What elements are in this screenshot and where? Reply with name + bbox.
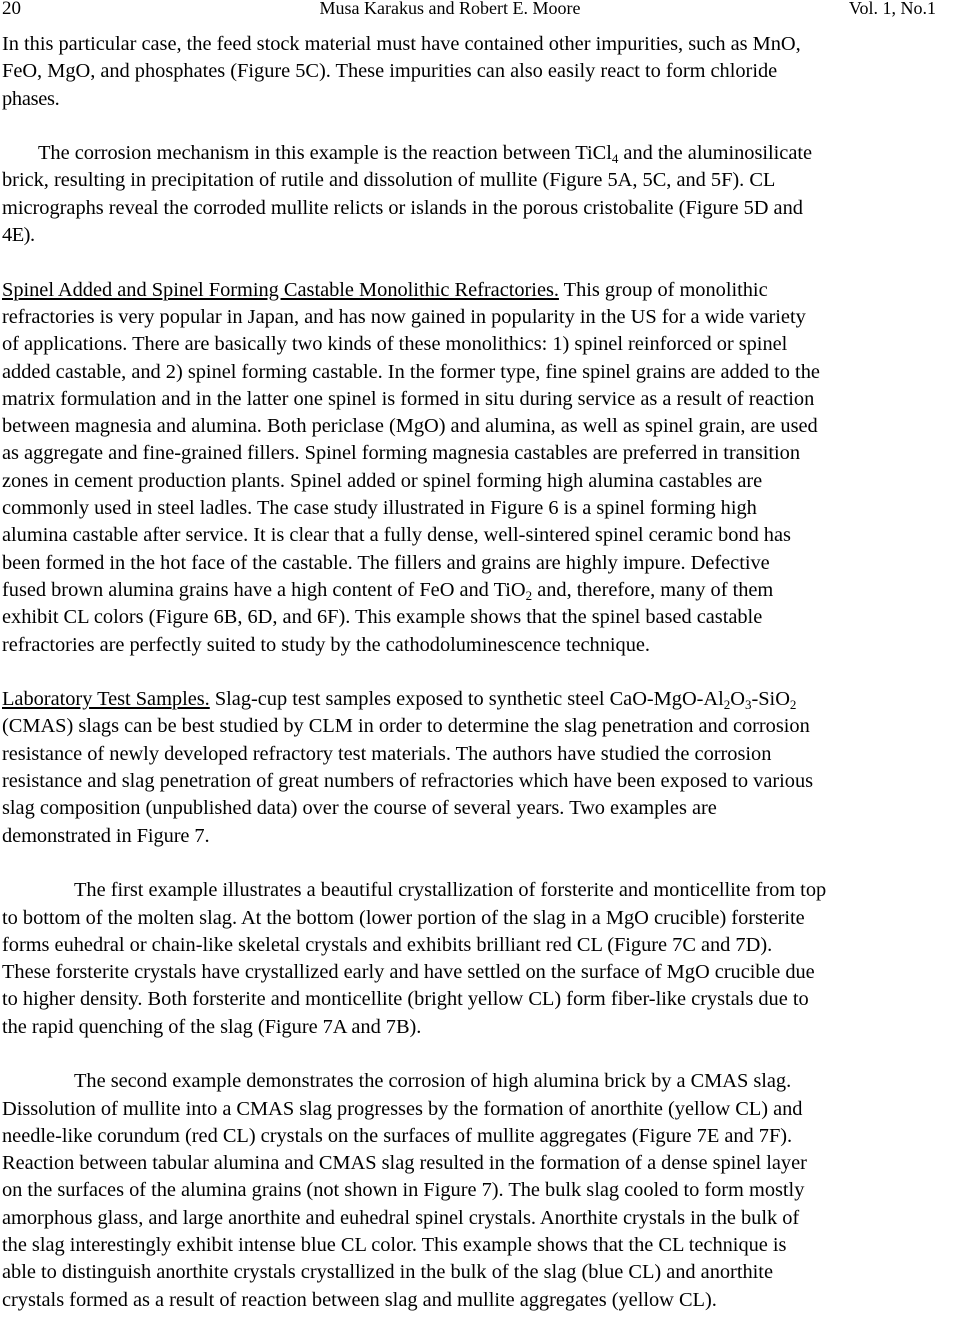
text-line: to higher density. Both forsterite and monticellite (bright yellow CL) form fiber-like crystals due to <box>2 988 809 1011</box>
paragraph-first-example <box>2 877 970 1041</box>
text-line: The corrosion mechanism in this example is the reaction between TiCl$_4$ and the aluminosilicate <box>38 142 813 167</box>
volume-label: Vol. 1, No.1 <box>848 0 936 18</box>
text-line: In this particular case, the feed stock material must have contained other impurities, such as MnO, <box>2 33 801 55</box>
text-line: been formed in the hot face of the castable. The fillers and grains are highly impure. Defective <box>2 551 770 574</box>
section-heading-laboratory: Laboratory Test Samples. <box>2 688 210 711</box>
text-line: Reaction between tabular alumina and CMAS slag resulted in the formation of a dense spinel layer <box>2 1152 807 1175</box>
text-line: slag composition (unpublished data) over the course of several years. Two examples are <box>2 797 717 820</box>
text-line: added castable, and 2) spinel forming castable. In the former type, fine spinel grains are added to the <box>2 360 820 383</box>
text-line: (CMAS) slags can be best studied by CLM in order to determine the slag penetration and corrosion <box>2 715 810 738</box>
text-line: refractories is very popular in Japan, and has now gained in popularity in the US for a wide variety <box>2 305 806 328</box>
article-body <box>2 31 970 1314</box>
text-line: commonly used in steel ladles. The case study illustrated in Figure 6 is a spinel forming high <box>2 497 757 520</box>
page-header <box>0 0 971 22</box>
text-line: between magnesia and alumina. Both periclase (MgO) and alumina, as well as spinel grain, are used <box>2 415 818 438</box>
text-line: Laboratory Test Samples. Slag-cup test samples exposed to synthetic steel CaO-$MgO-Al_2O_3-SiO_2$ <box>2 688 797 713</box>
text-line: FeO, MgO, and phosphates (Figure 5C). These impurities can also easily react to form chloride <box>2 60 778 83</box>
text-line: amorphous glass, and large anorthite and euhedral spinel crystals. Anorthite crystals in the bulk of <box>2 1206 800 1229</box>
text-line: brick, resulting in precipitation of rutile and dissolution of mullite (Figure 5A, 5C, and 5F). CL <box>2 169 776 192</box>
text-line: on the surfaces of the alumina grains (not shown in Figure 7). The bulk slag cooled to form mostly <box>2 1179 805 1202</box>
text-line: phases. <box>2 87 60 110</box>
paragraph-corrosion-mechanism <box>2 140 970 249</box>
running-title-authors: Musa Karakus and Robert E. Moore <box>319 0 581 18</box>
text-line: able to distinguish anorthite crystals crystallized in the bulk of the slag (blue CL) and anorthite <box>2 1261 773 1284</box>
paragraph-impurities <box>2 31 970 113</box>
text-line: to bottom of the molten slag. At the bottom (lower portion of the slag in a MgO crucible) forsterite <box>2 906 805 929</box>
text-line: alumina castable after service. It is clear that a fully dense, well-sintered spinel ceramic bond has <box>2 524 791 547</box>
paragraph-second-example <box>2 1068 970 1314</box>
paragraph-laboratory-samples <box>2 686 970 850</box>
text-line: The first example illustrates a beautiful crystallization of forsterite and monticellite from top <box>74 879 827 902</box>
text-line: of applications. There are basically two kinds of these monolithics: 1) spinel reinforced or spinel <box>2 333 788 356</box>
text-line: forms euhedral or chain-like skeletal crystals and exhibits brilliant red CL (Figure 7C and 7D). <box>2 933 773 956</box>
text-line: as aggregate and fine-grained fillers. Spinel forming magnesia castables are preferred in transition <box>2 442 801 465</box>
text-line: matrix formulation and in the latter one spinel is formed in situ during service as a result of reaction <box>2 387 815 410</box>
text-line: the slag interestingly exhibit intense blue CL color. This example shows that the CL technique is <box>2 1234 787 1257</box>
text-line: resistance of newly developed refractory test materials. The authors have studied the corrosion <box>2 742 772 765</box>
text-line: These forsterite crystals have crystallized early and have settled on the surface of MgO crucible due <box>2 961 815 984</box>
text-line: demonstrated in Figure 7. <box>2 824 210 847</box>
text-line: resistance and slag penetration of great numbers of refractories which have been exposed to various <box>2 770 814 793</box>
text-line: Dissolution of mullite into a CMAS slag progresses by the formation of anorthite (yellow CL) and <box>2 1097 803 1120</box>
text-line: 4E). <box>2 224 35 247</box>
text-line: micrographs reveal the corroded mullite relicts or islands in the porous cristobalite (Figure 5D and <box>2 196 803 219</box>
text-line: Spinel Added and Spinel Forming Castable Monolithic Refractories. This group of monolithic <box>2 278 768 301</box>
text-line: needle-like corundum (red CL) crystals on the surfaces of mullite aggregates (Figure 7E and 7F). <box>2 1124 793 1147</box>
paragraph-spinel-castables <box>2 277 970 659</box>
text-line: The second example demonstrates the corrosion of high alumina brick by a CMAS slag. <box>74 1070 792 1093</box>
text-line: exhibit CL colors (Figure 6B, 6D, and 6F). This example shows that the spinel based castable <box>2 606 763 629</box>
text-line: fused brown alumina grains have a high content of FeO and TiO$_2$ and, therefore, many of them <box>2 578 774 603</box>
text-line: zones in cement production plants. Spinel added or spinel forming high alumina castables are <box>2 469 763 492</box>
page-number: 20 <box>2 0 21 19</box>
text-line: refractories are perfectly suited to study by the cathodoluminescence technique. <box>2 633 650 656</box>
section-heading-spinel: Spinel Added and Spinel Forming Castable Monolithic Refractories. <box>2 278 559 301</box>
text-line: the rapid quenching of the slag (Figure 7A and 7B). <box>2 1015 422 1038</box>
text-line: crystals formed as a result of reaction between slag and mullite aggregates (yellow CL). <box>2 1288 717 1311</box>
